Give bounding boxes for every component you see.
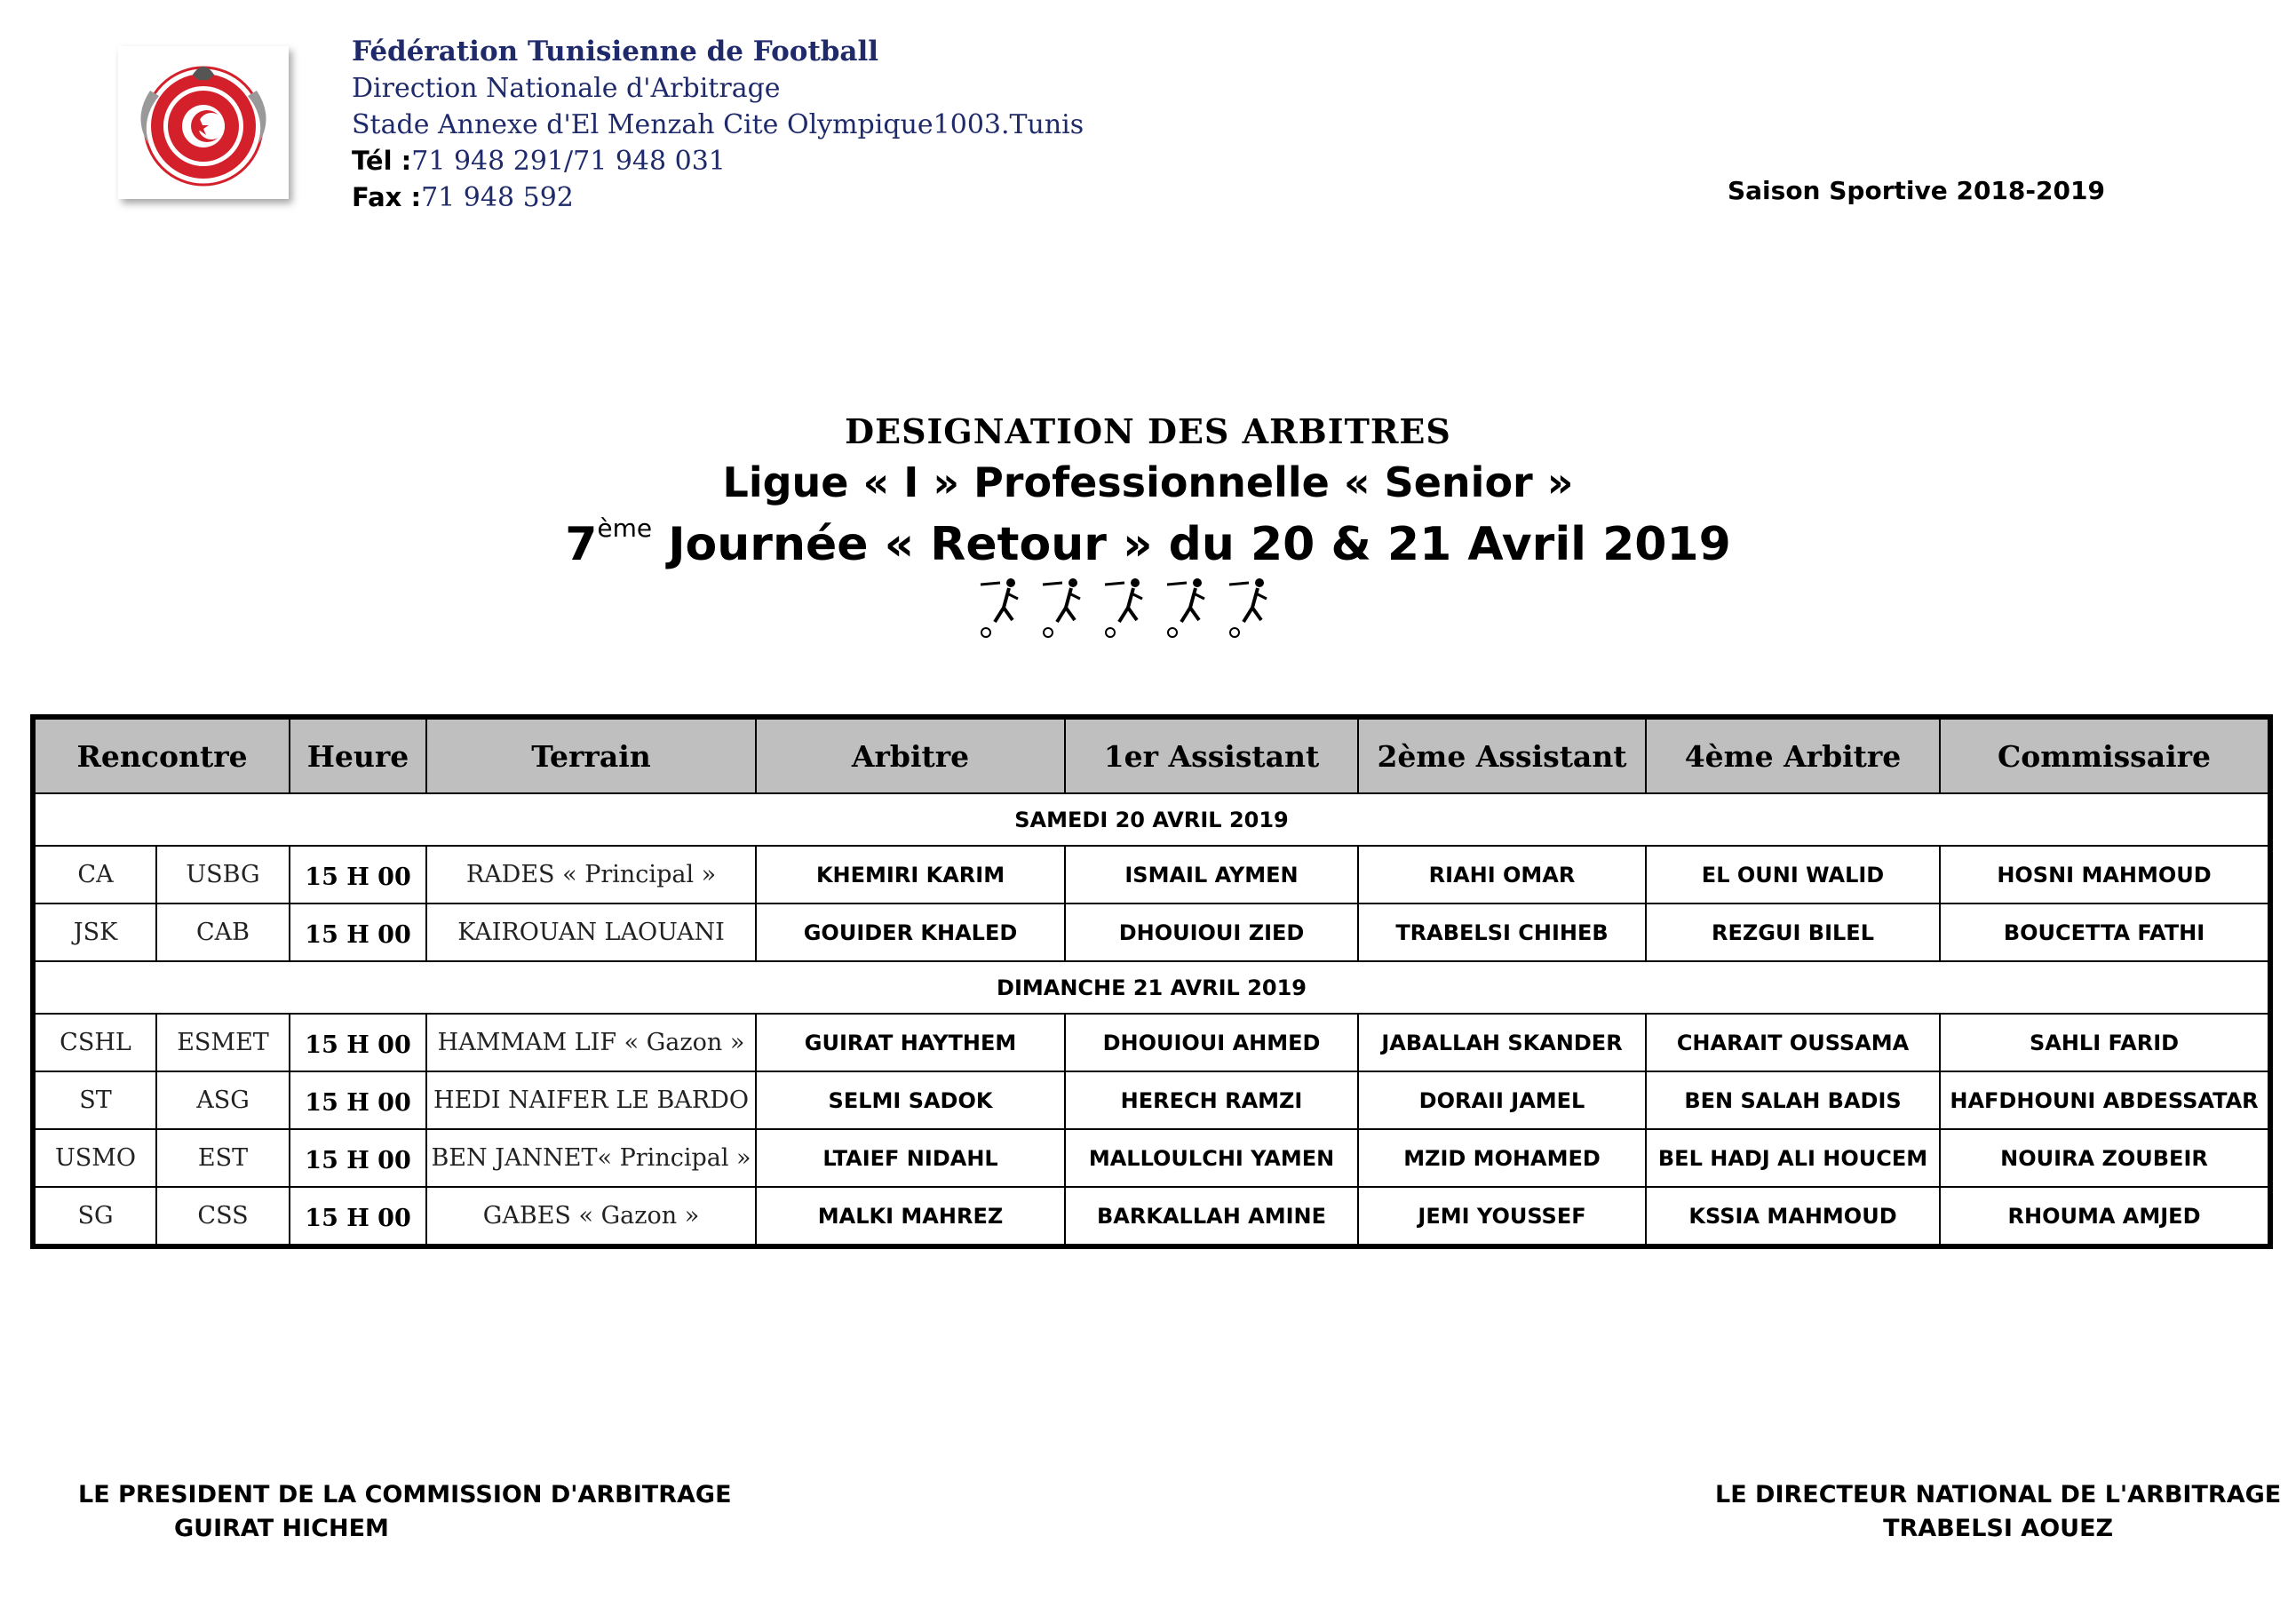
venue: GABES « Gazon » bbox=[426, 1187, 756, 1246]
away-team: ASG bbox=[156, 1071, 290, 1129]
away-team: CSS bbox=[156, 1187, 290, 1246]
assistant-2: RIAHI OMAR bbox=[1358, 846, 1646, 904]
league-title: Ligue « I » Professionnelle « Senior » bbox=[722, 458, 1574, 506]
referee: LTAIEF NIDAHL bbox=[756, 1129, 1065, 1187]
director-title: LE DIRECTEUR NATIONAL DE L'ARBITRAGE bbox=[1715, 1481, 2282, 1508]
federation-name: Fédération Tunisienne de Football bbox=[352, 36, 879, 68]
table-row bbox=[33, 846, 2270, 904]
referee: KHEMIRI KARIM bbox=[756, 846, 1065, 904]
assistant-2: TRABELSI CHIHEB bbox=[1358, 904, 1646, 961]
day-label: SAMEDI 20 AVRIL 2019 bbox=[33, 793, 2270, 846]
assistant-1: DHOUIOUI ZIED bbox=[1065, 904, 1358, 961]
fourth-official: BEL HADJ ALI HOUCEM bbox=[1646, 1129, 1940, 1187]
home-team: USMO bbox=[33, 1129, 156, 1187]
round-number: 7 bbox=[565, 518, 598, 571]
col-arbitre: Arbitre bbox=[756, 717, 1065, 793]
col-rencontre: Rencontre bbox=[33, 717, 290, 793]
home-team: SG bbox=[33, 1187, 156, 1246]
player-icon bbox=[1167, 578, 1204, 637]
fourth-official: BEN SALAH BADIS bbox=[1646, 1071, 1940, 1129]
header-block bbox=[352, 34, 1084, 216]
kickoff-time: 15 H 00 bbox=[290, 846, 426, 904]
direction-name: Direction Nationale d'Arbitrage bbox=[352, 73, 781, 104]
away-team: CAB bbox=[156, 904, 290, 961]
assistant-2: JABALLAH SKANDER bbox=[1358, 1014, 1646, 1071]
telephone bbox=[352, 143, 1084, 179]
ftf-logo bbox=[118, 46, 289, 199]
kickoff-time: 15 H 00 bbox=[290, 904, 426, 961]
venue: KAIROUAN LAOUANI bbox=[426, 904, 756, 961]
day-row bbox=[33, 793, 2270, 846]
commissioner: SAHLI FARID bbox=[1940, 1014, 2270, 1071]
col-arbitre4: 4ème Arbitre bbox=[1646, 717, 1940, 793]
director-name: TRABELSI AOUEZ bbox=[1883, 1515, 2114, 1542]
designation-table bbox=[30, 714, 2273, 1249]
day-label: DIMANCHE 21 AVRIL 2019 bbox=[33, 961, 2270, 1014]
fax-value: 71 948 592 bbox=[421, 182, 574, 213]
kickoff-time: 15 H 00 bbox=[290, 1187, 426, 1246]
address: Stade Annexe d'El Menzah Cite Olympique1003.Tunis bbox=[352, 109, 1084, 140]
president-signature bbox=[78, 1478, 732, 1546]
table-row bbox=[33, 1014, 2270, 1071]
assistant-2: MZID MOHAMED bbox=[1358, 1129, 1646, 1187]
day-row bbox=[33, 961, 2270, 1014]
assistant-1: DHOUIOUI AHMED bbox=[1065, 1014, 1358, 1071]
round-dates: Journée « Retour » du 20 & 21 Avril 2019 bbox=[652, 518, 1731, 571]
kickoff-time: 15 H 00 bbox=[290, 1071, 426, 1129]
col-heure: Heure bbox=[290, 717, 426, 793]
tel-value: 71 948 291/71 948 031 bbox=[411, 146, 726, 177]
fax-label: Fax : bbox=[352, 182, 422, 212]
home-team: CA bbox=[33, 846, 156, 904]
table-row bbox=[33, 904, 2270, 961]
col-assistant2: 2ème Assistant bbox=[1358, 717, 1646, 793]
away-team: USBG bbox=[156, 846, 290, 904]
table-header-row bbox=[33, 717, 2270, 793]
col-assistant1: 1er Assistant bbox=[1065, 717, 1358, 793]
assistant-1: MALLOULCHI YAMEN bbox=[1065, 1129, 1358, 1187]
player-icon bbox=[981, 578, 1018, 637]
away-team: ESMET bbox=[156, 1014, 290, 1071]
referee: MALKI MAHREZ bbox=[756, 1187, 1065, 1246]
season-label: Saison Sportive 2018-2019 bbox=[1728, 176, 2105, 205]
assistant-1: ISMAIL AYMEN bbox=[1065, 846, 1358, 904]
football-player-icons bbox=[977, 576, 1315, 647]
fax bbox=[352, 179, 1084, 216]
commissioner: HOSNI MAHMOUD bbox=[1940, 846, 2270, 904]
kickoff-time: 15 H 00 bbox=[290, 1129, 426, 1187]
assistant-2: JEMI YOUSSEF bbox=[1358, 1187, 1646, 1246]
referee: GUIRAT HAYTHEM bbox=[756, 1014, 1065, 1071]
home-team: CSHL bbox=[33, 1014, 156, 1071]
venue: HAMMAM LIF « Gazon » bbox=[426, 1014, 756, 1071]
venue: BEN JANNET« Principal » bbox=[426, 1129, 756, 1187]
col-commissaire: Commissaire bbox=[1940, 717, 2270, 793]
commissioner: RHOUMA AMJED bbox=[1940, 1187, 2270, 1246]
assistant-2: DORAII JAMEL bbox=[1358, 1071, 1646, 1129]
table-row bbox=[33, 1129, 2270, 1187]
fourth-official: EL OUNI WALID bbox=[1646, 846, 1940, 904]
table-row bbox=[33, 1071, 2270, 1129]
venue: HEDI NAIFER LE BARDO bbox=[426, 1071, 756, 1129]
player-icon bbox=[1229, 578, 1267, 637]
round-title bbox=[0, 513, 2296, 571]
fourth-official: KSSIA MAHMOUD bbox=[1646, 1187, 1940, 1246]
assistant-1: BARKALLAH AMINE bbox=[1065, 1187, 1358, 1246]
tel-label: Tél : bbox=[352, 146, 412, 176]
commissioner: NOUIRA ZOUBEIR bbox=[1940, 1129, 2270, 1187]
director-signature bbox=[1715, 1478, 2281, 1546]
commissioner: HAFDHOUNI ABDESSATAR bbox=[1940, 1071, 2270, 1129]
referee: GOUIDER KHALED bbox=[756, 904, 1065, 961]
home-team: ST bbox=[33, 1071, 156, 1129]
president-name: GUIRAT HICHEM bbox=[174, 1515, 389, 1542]
venue: RADES « Principal » bbox=[426, 846, 756, 904]
fourth-official: REZGUI BILEL bbox=[1646, 904, 1940, 961]
col-terrain: Terrain bbox=[426, 717, 756, 793]
home-team: JSK bbox=[33, 904, 156, 961]
kickoff-time: 15 H 00 bbox=[290, 1014, 426, 1071]
player-icon bbox=[1043, 578, 1080, 637]
player-icon bbox=[1105, 578, 1142, 637]
document-title: DESIGNATION DES ARBITRES bbox=[845, 411, 1451, 451]
fourth-official: CHARAIT OUSSAMA bbox=[1646, 1014, 1940, 1071]
away-team: EST bbox=[156, 1129, 290, 1187]
commissioner: BOUCETTA FATHI bbox=[1940, 904, 2270, 961]
referee: SELMI SADOK bbox=[756, 1071, 1065, 1129]
round-suffix: ème bbox=[597, 513, 653, 543]
table-row bbox=[33, 1187, 2270, 1246]
president-title: LE PRESIDENT DE LA COMMISSION D'ARBITRAGE bbox=[78, 1481, 732, 1508]
assistant-1: HERECH RAMZI bbox=[1065, 1071, 1358, 1129]
